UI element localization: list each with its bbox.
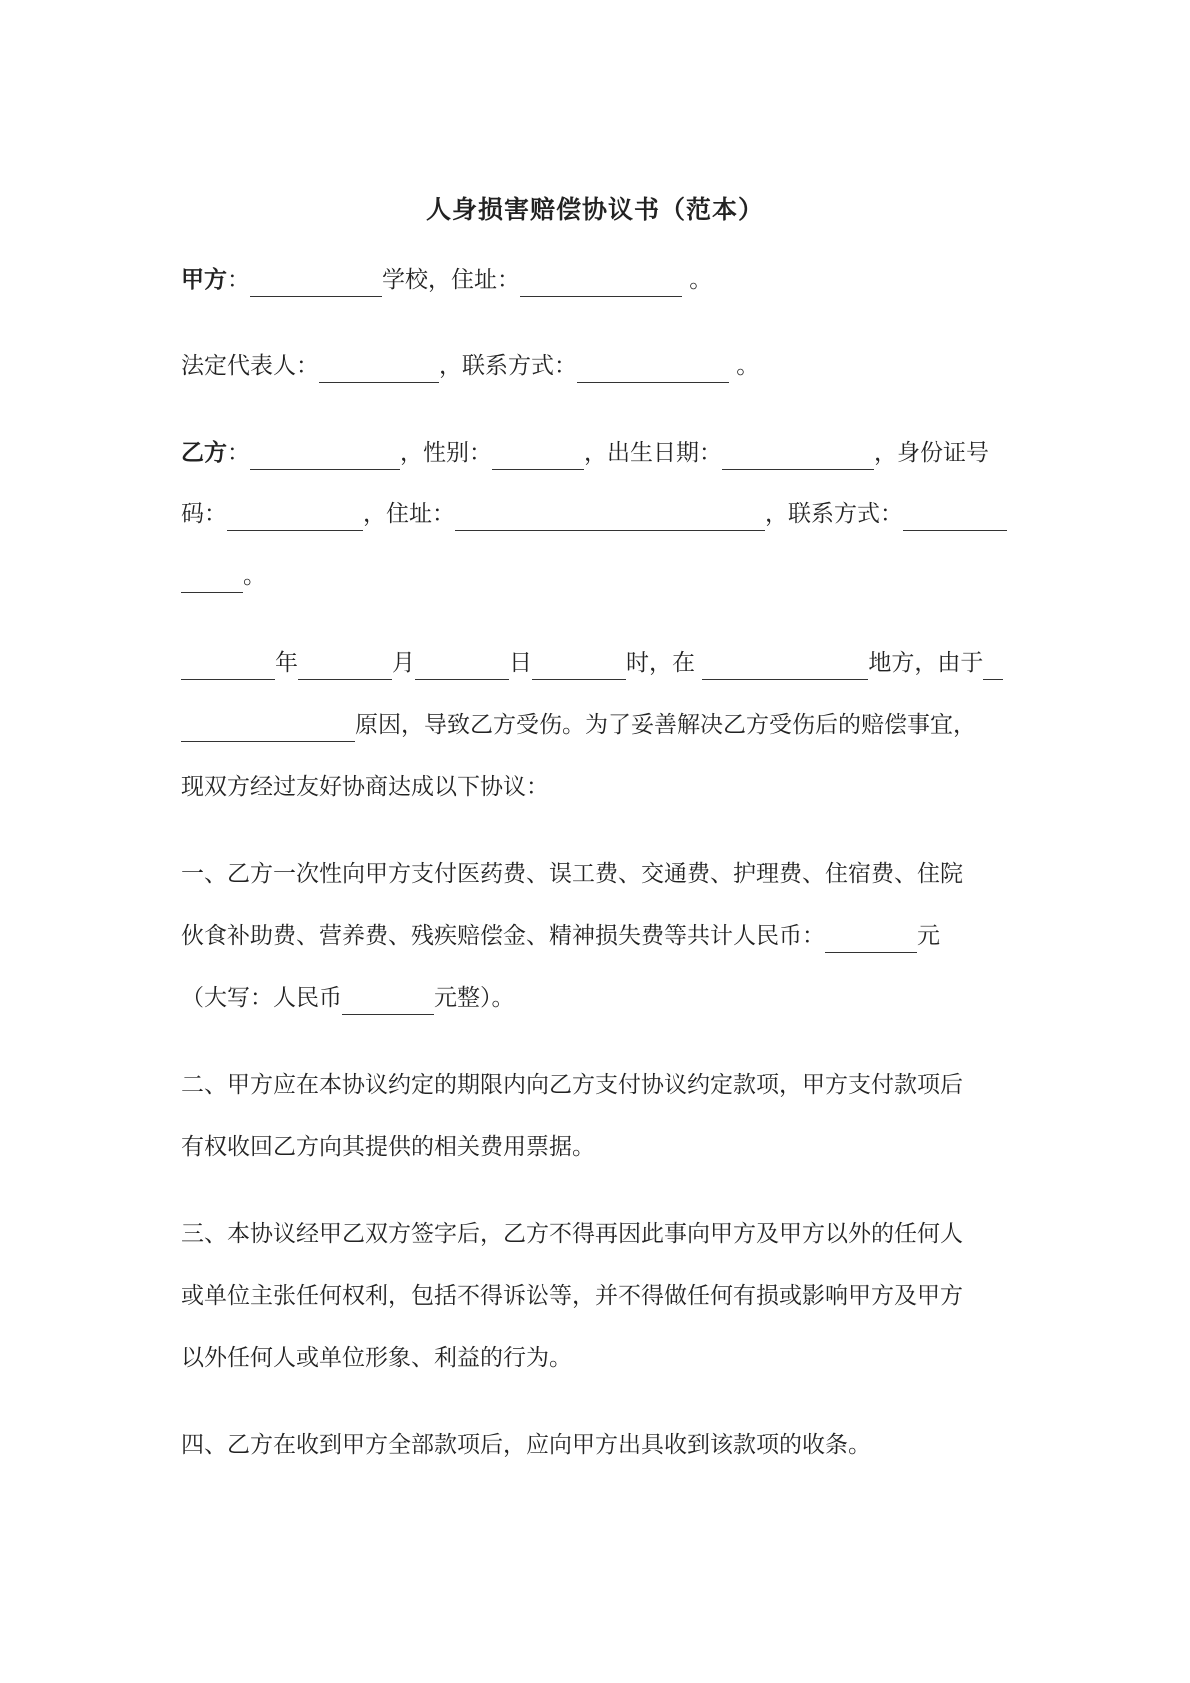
blank-party-b-name[interactable] [250,443,400,470]
blank-school-name[interactable] [250,270,382,297]
blank-birth-date[interactable] [722,443,874,470]
clause-1-line-2: 伙食补助费、营养费、残疾赔偿金、精神损失费等共计人民币： 元 [181,919,1021,953]
blank-party-b-contact[interactable] [903,504,1007,531]
blank-gender[interactable] [492,443,584,470]
incident-line-3: 现双方经过友好协商达成以下协议： [181,774,549,800]
blank-legal-rep[interactable] [319,356,439,383]
blank-cause-start[interactable] [983,653,1003,680]
incident-line-2: 原因，导致乙方受伤。为了妥善解决乙方受伤后的赔偿事宜， [181,708,1021,742]
blank-cause[interactable] [181,715,355,742]
blank-place[interactable] [702,653,868,680]
blank-id-number[interactable] [227,504,363,531]
party-b-line-1: 乙方： ，性别： ，出生日期： ，身份证号 [181,436,1021,470]
blank-year[interactable] [181,653,275,680]
legal-rep-line: 法定代表人： ，联系方式： 。 [181,349,1021,383]
clause-4-line-1: 四、乙方在收到甲方全部款项后，应向甲方出具收到该款项的收条。 [181,1432,871,1458]
clause-3-line-1: 三、本协议经甲乙双方签字后，乙方不得再因此事向甲方及甲方以外的任何人 [181,1221,963,1247]
blank-hour[interactable] [532,653,626,680]
party-b-label: 乙方 [181,440,227,466]
incident-line-1: 年 月 日 时，在 地方，由于 [181,646,1021,680]
blank-party-b-contact-cont[interactable] [181,566,243,593]
document-title: 人身损害赔偿协议书（范本） [425,195,764,224]
clause-2-line-2: 有权收回乙方向其提供的相关费用票据。 [181,1134,595,1160]
clause-3-line-3: 以外任何人或单位形象、利益的行为。 [181,1345,572,1371]
clause-3-line-2: 或单位主张任何权利，包括不得诉讼等，并不得做任何有损或影响甲方及甲方 [181,1283,963,1309]
party-b-line-2: 码： ，住址： ，联系方式： [181,497,1021,531]
blank-month[interactable] [298,653,392,680]
party-b-line-3: 。 [181,559,1021,593]
party-a-line: 甲方： 学校，住址： 。 [181,263,1021,297]
party-a-label: 甲方 [181,267,227,293]
blank-party-b-address[interactable] [455,504,765,531]
clause-2-line-1: 二、甲方应在本协议约定的期限内向乙方支付协议约定款项，甲方支付款项后 [181,1072,963,1098]
blank-school-address[interactable] [520,270,682,297]
clause-1-line-1: 一、乙方一次性向甲方支付医药费、误工费、交通费、护理费、住宿费、住院 [181,861,963,887]
clause-1-line-3: （大写：人民币 元整）。 [181,981,1021,1015]
blank-rep-contact[interactable] [577,356,729,383]
blank-day[interactable] [415,653,509,680]
blank-amount[interactable] [825,926,917,953]
blank-amount-capital[interactable] [342,988,434,1015]
